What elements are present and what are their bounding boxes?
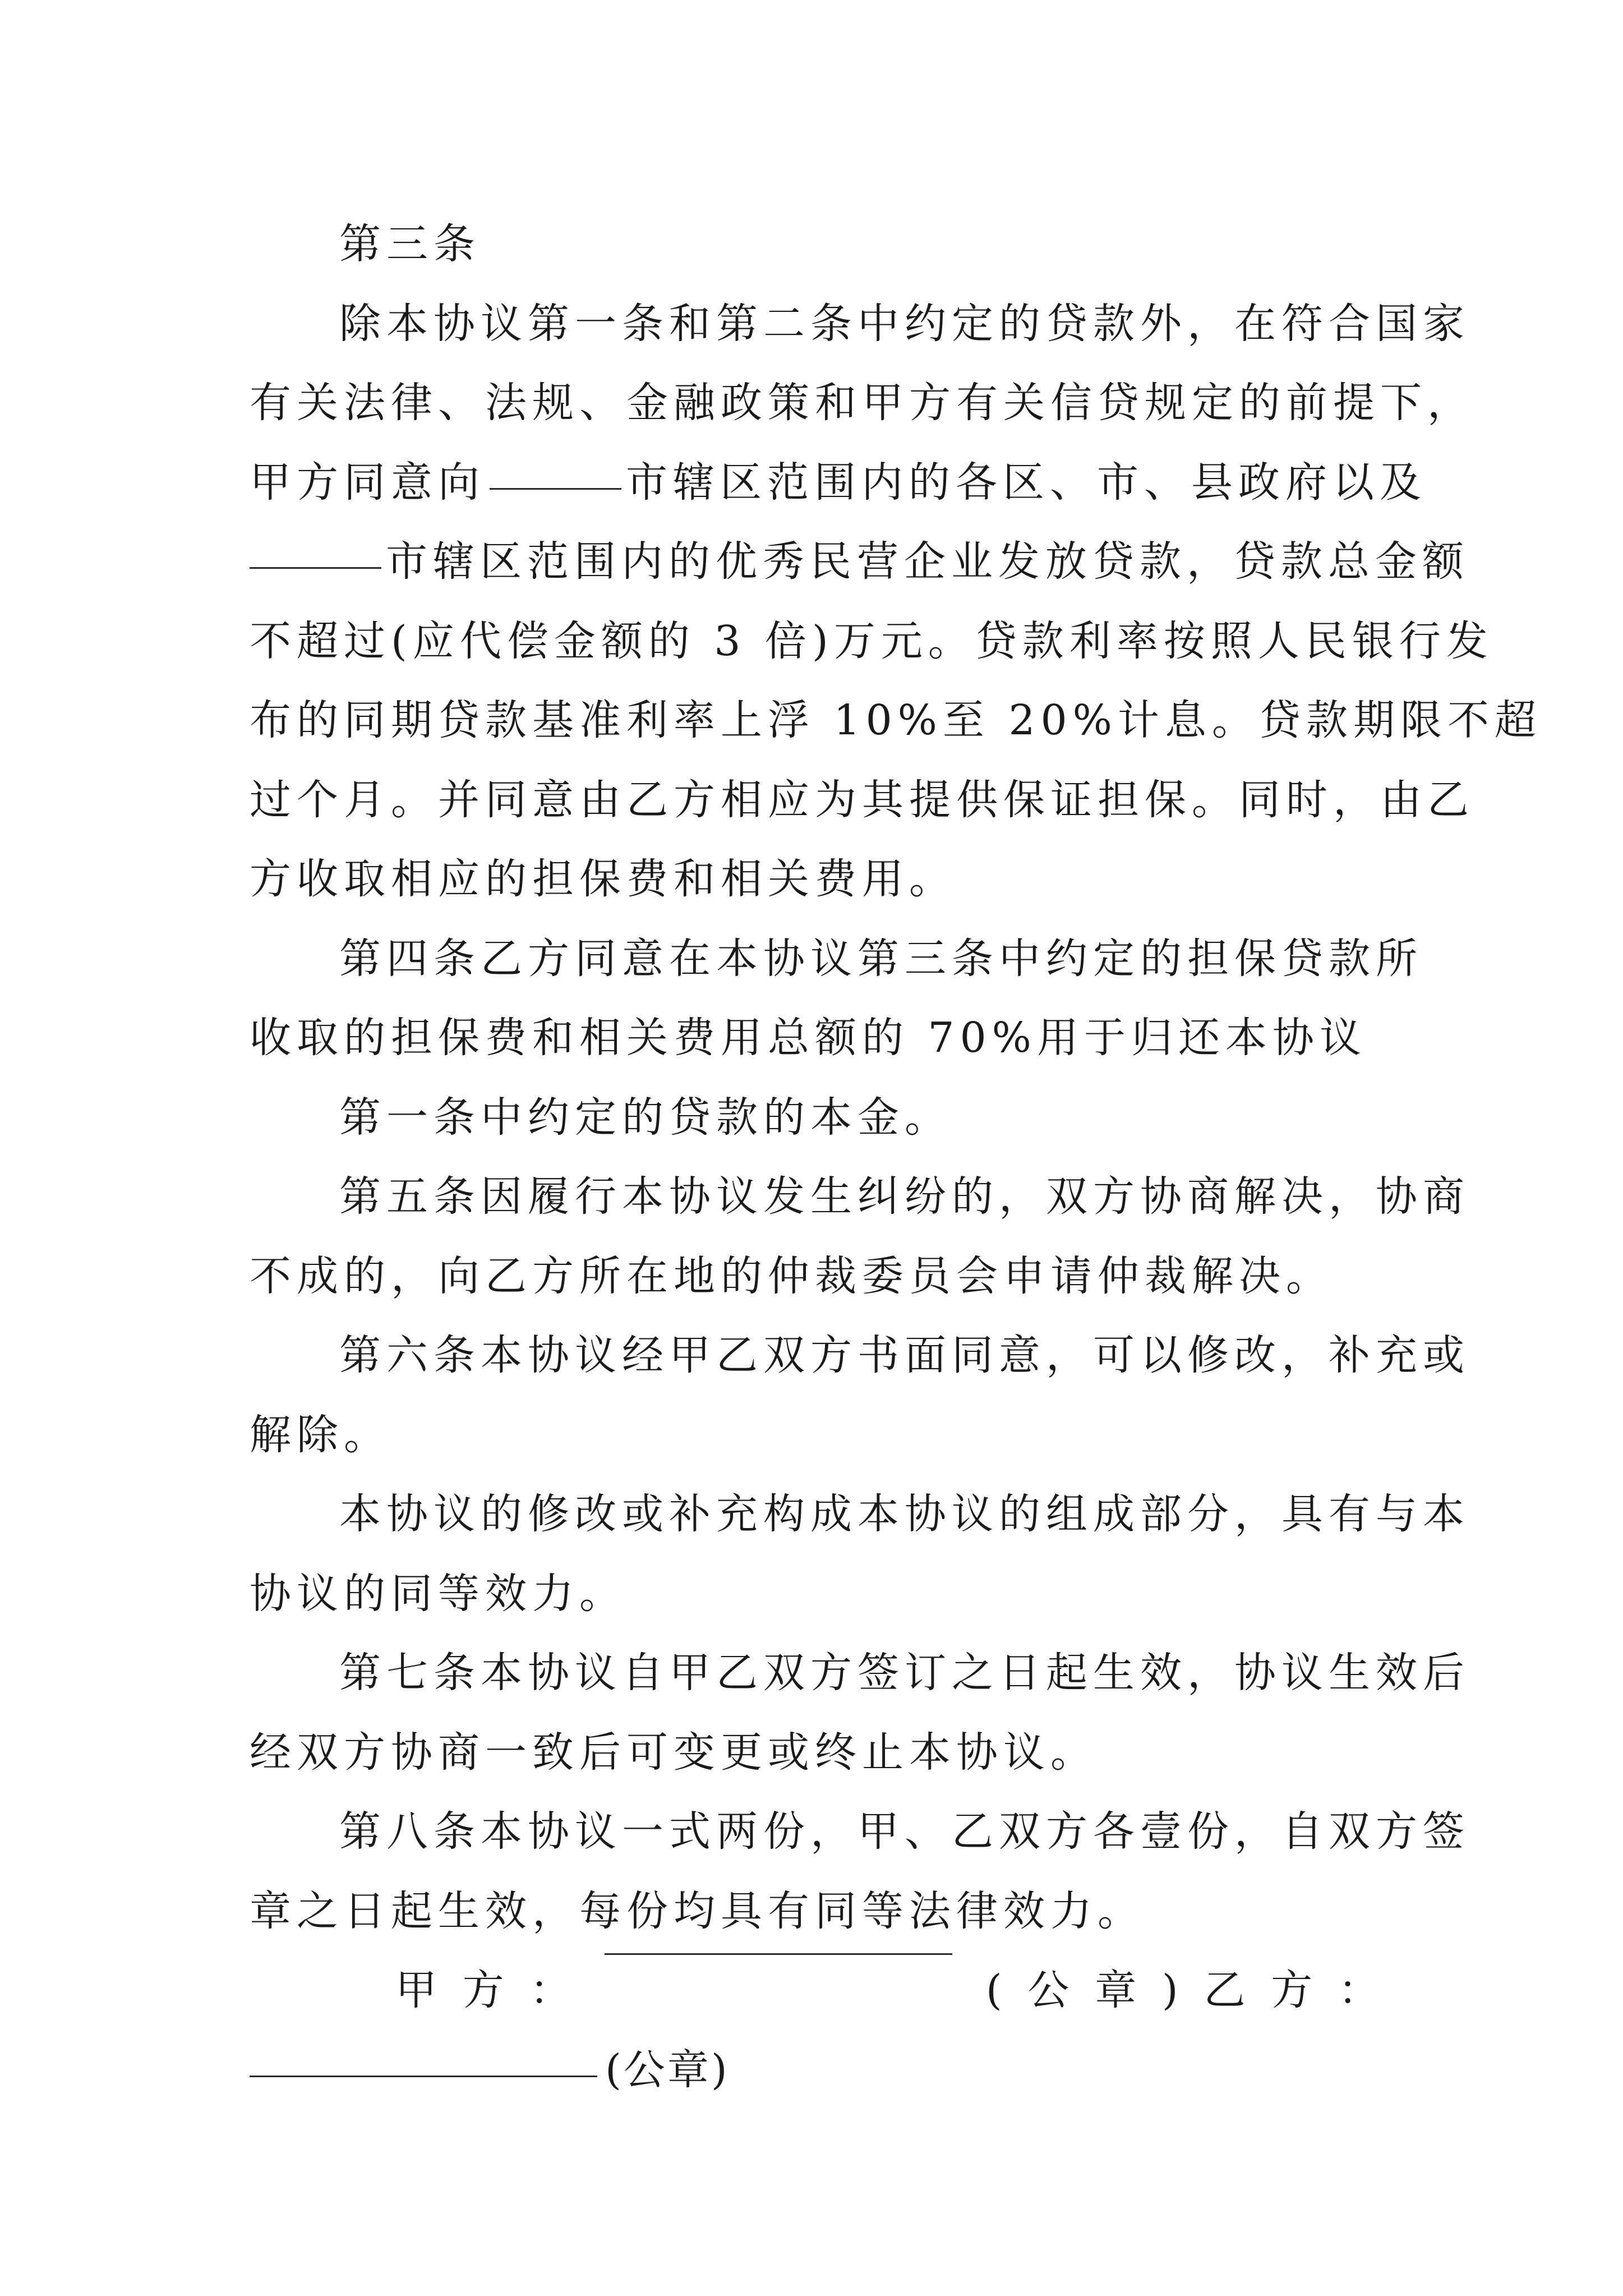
article-3-line: 不超过(应代偿金额的 3 倍)万元。贷款利率按照人民银行发 bbox=[250, 616, 1493, 665]
party-b-label-char: ： bbox=[1338, 1966, 1380, 2014]
signature-line-party-a bbox=[250, 1951, 1380, 2031]
seal-a-char: 公 bbox=[1027, 1966, 1069, 2014]
document-body bbox=[250, 205, 1542, 2110]
seal-b-label: (公章) bbox=[605, 2045, 730, 2094]
party-a-label-char: ： bbox=[529, 1966, 571, 2014]
fill-in-blank-city bbox=[250, 565, 381, 569]
article-8-line: 章之日起生效，每份均具有同等法律效力。 bbox=[250, 1887, 1145, 1935]
article-6-line: 本协议的修改或补充构成本协议的组成部分，具有与本 bbox=[339, 1490, 1470, 1538]
article-3-line bbox=[250, 443, 1427, 523]
party-a-label-char: 甲 bbox=[395, 1966, 437, 2014]
article-4-line: 第四条乙方同意在本协议第三条中约定的担保贷款所 bbox=[339, 934, 1423, 983]
article-7-line: 经双方协商一致后可变更或终止本协议。 bbox=[250, 1728, 1098, 1777]
signature-line-party-b bbox=[250, 2031, 1380, 2110]
seal-a-char: ( bbox=[985, 1966, 1002, 2014]
article-3-text: 市辖区范围内的优秀民营企业发放贷款，贷款总金额 bbox=[386, 537, 1469, 586]
party-b-label-char: 乙 bbox=[1204, 1966, 1246, 2014]
seal-a-char: 章 bbox=[1095, 1966, 1137, 2014]
article-3-line: 有关法律、法规、金融政策和甲方有关信贷规定的前提下， bbox=[250, 379, 1474, 427]
article-3-text: 市辖区范围内的各区、市、县政府以及 bbox=[626, 458, 1427, 507]
article-5-line: 第五条因履行本协议发生纠纷的，双方协商解决，协商 bbox=[339, 1172, 1470, 1221]
article-6-line: 协议的同等效力。 bbox=[250, 1569, 626, 1618]
article-6-line: 解除。 bbox=[250, 1410, 391, 1459]
article-5-line: 不成的，向乙方所在地的仲裁委员会申请仲裁解决。 bbox=[250, 1251, 1333, 1300]
fill-in-blank-city bbox=[490, 486, 621, 490]
party-b-signature-blank bbox=[250, 2073, 597, 2077]
article-3-line: 方收取相应的担保费和相关费用。 bbox=[250, 855, 956, 903]
article-3-heading: 第三条 bbox=[339, 220, 481, 268]
article-7-line: 第七条本协议自甲乙双方签订之日起生效，协议生效后 bbox=[339, 1649, 1470, 1697]
article-3-line: 除本协议第一条和第二条中约定的贷款外，在符合国家 bbox=[339, 299, 1470, 348]
article-3-line: 布的同期贷款基准利率上浮 10%至 20%计息。贷款期限不超 bbox=[250, 696, 1542, 744]
article-4-line: 第一条中约定的贷款的本金。 bbox=[339, 1093, 952, 1142]
party-a-signature-blank bbox=[605, 1951, 952, 1955]
article-4-line: 收取的担保费和相关费用总额的 70%用于归还本协议 bbox=[250, 1014, 1367, 1062]
party-b-label-char: 方 bbox=[1271, 1966, 1313, 2014]
article-8-line: 第八条本协议一式两份，甲、乙双方各壹份，自双方签 bbox=[339, 1807, 1470, 1856]
seal-a-char: ) bbox=[1161, 1966, 1178, 2014]
party-a-label-char: 方 bbox=[462, 1966, 504, 2014]
article-6-line: 第六条本协议经甲乙双方书面同意，可以修改，补充或 bbox=[339, 1331, 1470, 1379]
article-3-text: 甲方同意向 bbox=[250, 458, 485, 507]
article-3-line bbox=[250, 522, 1469, 602]
article-3-line: 过个月。并同意由乙方相应为其提供保证担保。同时，由乙 bbox=[250, 775, 1474, 824]
